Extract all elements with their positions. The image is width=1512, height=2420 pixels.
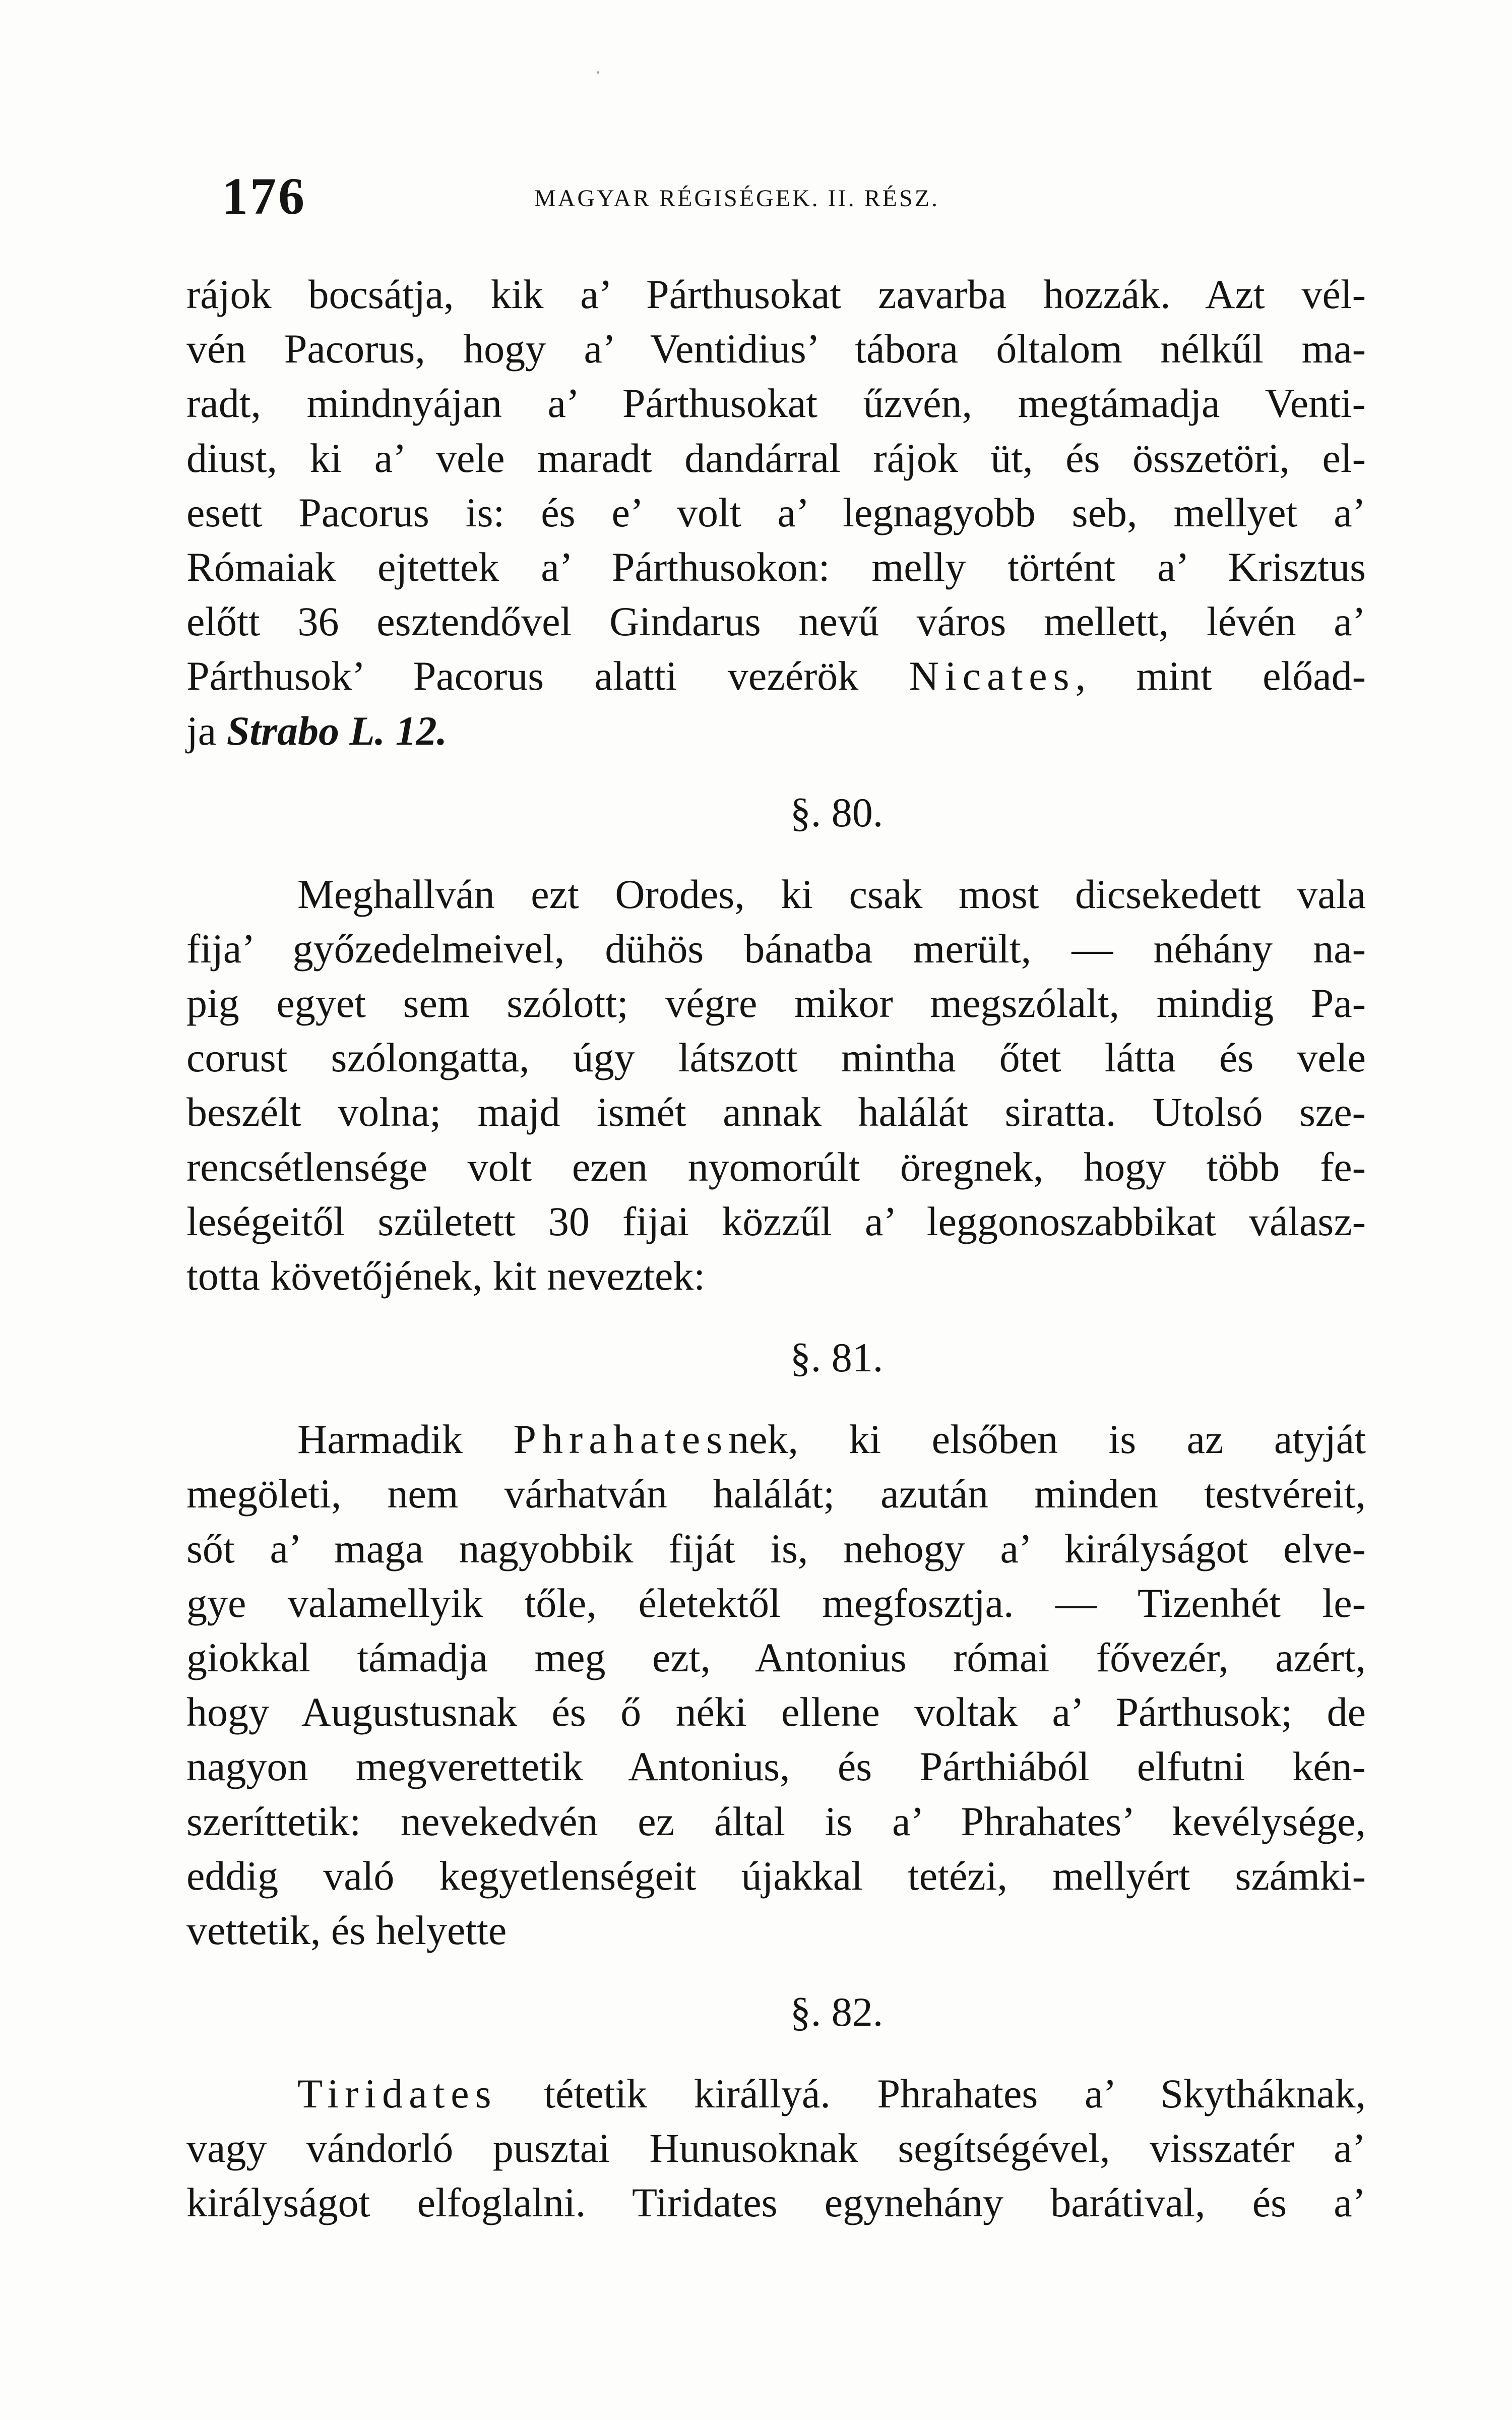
text-line: Meghallván ezt Orodes, ki csak most dicsekedett vala bbox=[297, 871, 1366, 917]
text-line: sőt a’ maga nagyobbik fiját is, nehogy a’ királyságot elve- bbox=[186, 1525, 1366, 1571]
text-line: megöleti, nem várhatván halálát; azután minden testvéreit, bbox=[186, 1471, 1366, 1517]
citation: Strabo L. 12. bbox=[226, 707, 448, 754]
text-line: pig egyet sem szólott; végre mikor megszólalt, mindig Pa- bbox=[186, 980, 1366, 1026]
text-line: giokkal támadja meg ezt, Antonius római fővezér, azért, bbox=[186, 1634, 1366, 1680]
running-head: MAGYAR RÉGISÉGEK. II. RÉSZ. bbox=[534, 185, 939, 212]
text-line: beszélt volna; majd ismét annak halálát siratta. Utolsó sze- bbox=[186, 1089, 1366, 1135]
line-text: ja bbox=[186, 707, 217, 754]
text-line: fija’ győzedelmeivel, dühös bánatba merült, — néhány na- bbox=[186, 925, 1366, 972]
text-line: esett Pacorus is: és e’ volt a’ legnagyobb seb, mellyet a’ bbox=[186, 489, 1366, 535]
text-line: eddig való kegyetlenségeit újakkal tetézi, mellyért számki- bbox=[186, 1852, 1366, 1899]
text-line-citation bbox=[186, 704, 1366, 758]
text-line-with-name bbox=[186, 1412, 1366, 1467]
text-line: vettetik, és helyette bbox=[186, 1907, 507, 1953]
line-text: Harmadik bbox=[297, 1416, 463, 1463]
text-line: gye valamellyik tőle, életektől megfosztja. — Tizenhét le- bbox=[186, 1580, 1366, 1626]
text-line: diust, ki a’ vele maradt dandárral rájok üt, és összetöri, el- bbox=[186, 435, 1366, 481]
spaced-name: Nicates bbox=[909, 653, 1076, 699]
line-text: Párthusok’ Pacorus alatti vezérök bbox=[186, 653, 859, 699]
section-heading: §. 81. bbox=[790, 1335, 884, 1381]
spaced-name: Tiridates bbox=[297, 2071, 497, 2117]
text-line: radt, mindnyájan a’ Párthusokat űzvén, megtámadja Venti- bbox=[186, 380, 1366, 427]
print-speck: · bbox=[595, 61, 602, 84]
section-heading: §. 82. bbox=[790, 1989, 884, 2035]
text-line: Rómaiak ejtettek a’ Párthusokon: melly történt a’ Krisztus bbox=[186, 543, 1366, 590]
text-line: rencsétlensége volt ezen nyomorúlt öregnek, hogy több fe- bbox=[186, 1143, 1366, 1190]
text-line: rájok bocsátja, kik a’ Párthusokat zavarba hozzák. Azt vél- bbox=[186, 271, 1366, 317]
text-line: előtt 36 esztendővel Gindarus nevű város mellett, lévén a’ bbox=[186, 598, 1366, 645]
page-number: 176 bbox=[222, 167, 306, 225]
text-line-with-name bbox=[186, 649, 1366, 703]
text-line-with-name bbox=[186, 2067, 1366, 2121]
line-text: , mint előad- bbox=[1075, 653, 1366, 699]
section-heading: §. 80. bbox=[790, 789, 884, 835]
text-line: szeríttetik: nevekedvén ez által is a’ Phrahates’ kevélysége, bbox=[186, 1798, 1366, 1844]
text-line: totta követőjének, kit neveztek: bbox=[186, 1253, 706, 1299]
spaced-name: Phrahates bbox=[513, 1416, 729, 1463]
text-line: corust szólongatta, úgy látszott mintha őtet látta és vele bbox=[186, 1035, 1366, 1081]
line-text: tétetik királlyá. Phrahates a’ Skytháknak, bbox=[544, 2071, 1366, 2117]
text-line: leségeitől született 30 fijai közzűl a’ leggonoszabbikat válasz- bbox=[186, 1198, 1366, 1244]
page-header bbox=[222, 166, 1079, 227]
text-line: nagyon megverettetik Antonius, és Párthiából elfutni kén- bbox=[186, 1743, 1366, 1790]
text-line: hogy Augustusnak és ő néki ellene voltak a’ Párthusok; de bbox=[186, 1689, 1366, 1735]
text-line: királyságot elfoglalni. Tiridates egynehány barátival, és a’ bbox=[186, 2180, 1366, 2226]
line-text: nek, ki elsőben is az atyját bbox=[728, 1416, 1366, 1463]
text-line: vagy vándorló pusztai Hunusoknak segítségével, visszatér a’ bbox=[186, 2125, 1366, 2171]
body-text bbox=[186, 267, 1366, 2230]
text-line: vén Pacorus, hogy a’ Ventidius’ tábora óltalom nélkűl ma- bbox=[186, 326, 1366, 372]
